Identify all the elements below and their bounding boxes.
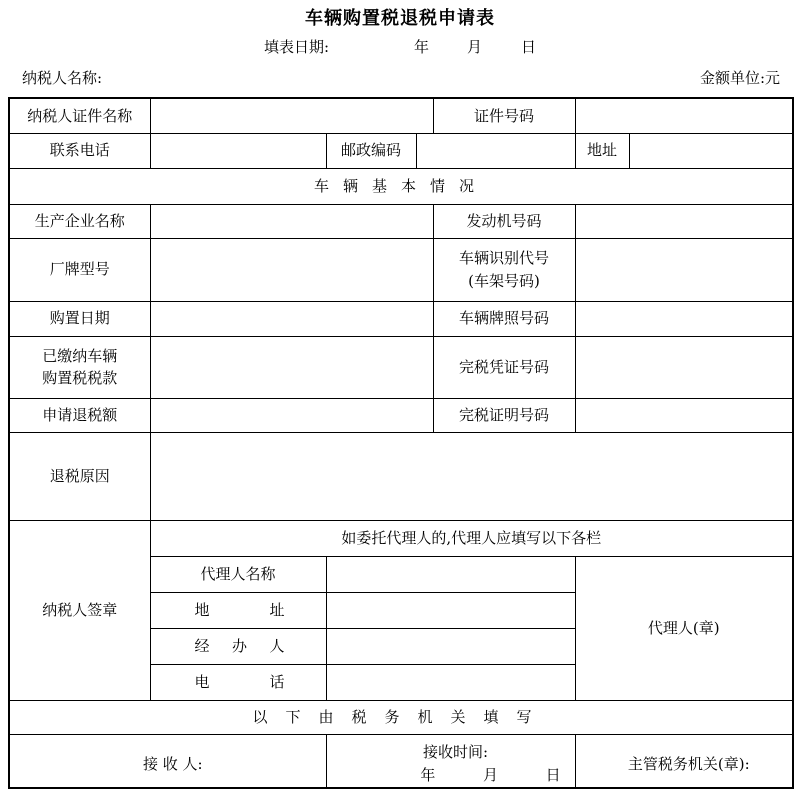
purchase-date-label: 购置日期 bbox=[9, 301, 150, 336]
receive-day: 日 bbox=[545, 765, 561, 784]
agent-phone-field[interactable] bbox=[326, 664, 575, 700]
fill-date-label: 填表日期: bbox=[264, 38, 330, 56]
paid-tax-label-line2: 购置税税款 bbox=[42, 369, 118, 387]
form-title: 车辆购置税退税申请表 bbox=[305, 8, 495, 29]
tax-cert-no-field[interactable] bbox=[575, 336, 793, 398]
cert-name-label: 纳税人证件名称 bbox=[9, 98, 150, 133]
manufacturer-label: 生产企业名称 bbox=[9, 204, 150, 238]
receive-time-cell[interactable] bbox=[326, 734, 575, 788]
address-label: 地址 bbox=[575, 133, 629, 168]
paid-tax-field[interactable] bbox=[150, 336, 433, 398]
refund-reason-label: 退税原因 bbox=[9, 432, 150, 520]
paid-tax-label-line1: 已缴纳车辆 bbox=[42, 346, 118, 365]
agent-address-label bbox=[150, 592, 326, 628]
form-table bbox=[8, 97, 794, 789]
agent-seal-label: 代理人(章) bbox=[575, 556, 793, 700]
purchase-date-field[interactable] bbox=[150, 301, 433, 336]
agent-name-field[interactable] bbox=[326, 556, 575, 592]
tax-authority-cell[interactable] bbox=[575, 734, 793, 788]
tax-authority-label: 主管税务机关(章): bbox=[627, 754, 750, 773]
manufacturer-field[interactable] bbox=[150, 204, 433, 238]
agent-note: 如委托代理人的,代理人应填写以下各栏 bbox=[150, 520, 793, 556]
plate-no-field[interactable] bbox=[575, 301, 793, 336]
model-label: 厂牌型号 bbox=[9, 238, 150, 301]
tax-proof-no-field[interactable] bbox=[575, 398, 793, 432]
cert-no-field[interactable] bbox=[575, 98, 793, 133]
receive-time-date bbox=[337, 764, 575, 787]
refund-amount-field[interactable] bbox=[150, 398, 433, 432]
engine-no-label: 发动机号码 bbox=[433, 204, 575, 238]
handler-char3: 人 bbox=[269, 636, 285, 655]
cert-no-label: 证件号码 bbox=[433, 98, 575, 133]
agent-address-char2: 址 bbox=[269, 600, 285, 619]
handler-char1: 经 bbox=[194, 636, 210, 655]
agent-name-label: 代理人名称 bbox=[150, 556, 326, 592]
paid-tax-label bbox=[9, 336, 150, 398]
agent-phone-label bbox=[150, 664, 326, 700]
fill-date-year: 年 bbox=[414, 38, 430, 56]
vin-field[interactable] bbox=[575, 238, 793, 301]
amount-unit-label: 金额单位:元 bbox=[699, 69, 780, 87]
taxpayer-name-label: 纳税人名称: bbox=[22, 69, 103, 87]
receive-time-label: 接收时间: bbox=[422, 743, 489, 762]
vin-label-line1: 车辆识别代号 bbox=[459, 249, 550, 267]
handler-label bbox=[150, 628, 326, 664]
agent-address-char1: 地 bbox=[194, 600, 210, 619]
postcode-label: 邮政编码 bbox=[326, 133, 416, 168]
cert-name-field[interactable] bbox=[150, 98, 433, 133]
vehicle-info-section: 车辆基本情况 bbox=[9, 168, 793, 204]
receive-year: 年 bbox=[420, 765, 436, 784]
phone-label: 联系电话 bbox=[9, 133, 150, 168]
plate-no-label: 车辆牌照号码 bbox=[433, 301, 575, 336]
taxpayer-seal-label: 纳税人签章 bbox=[9, 520, 150, 700]
agent-address-field[interactable] bbox=[326, 592, 575, 628]
agent-phone-char1: 电 bbox=[194, 672, 210, 691]
receiver-cell[interactable] bbox=[9, 734, 326, 788]
postcode-field[interactable] bbox=[416, 133, 575, 168]
fill-date-line bbox=[0, 36, 800, 58]
tax-office-section: 以下由税务机关填写 bbox=[9, 700, 793, 734]
address-field[interactable] bbox=[629, 133, 793, 168]
vin-label-line2: (车架号码) bbox=[468, 271, 540, 290]
refund-reason-field[interactable] bbox=[150, 432, 793, 520]
tax-cert-no-label: 完税凭证号码 bbox=[433, 336, 575, 398]
receive-month: 月 bbox=[483, 765, 499, 784]
phone-field[interactable] bbox=[150, 133, 326, 168]
tax-proof-no-label: 完税证明号码 bbox=[433, 398, 575, 432]
fill-date-month: 月 bbox=[467, 38, 483, 56]
refund-amount-label: 申请退税额 bbox=[9, 398, 150, 432]
fill-date-day: 日 bbox=[521, 38, 537, 56]
receiver-label: 接 收 人: bbox=[142, 754, 203, 773]
engine-no-field[interactable] bbox=[575, 204, 793, 238]
handler-char2: 办 bbox=[231, 636, 247, 655]
handler-field[interactable] bbox=[326, 628, 575, 664]
vin-label bbox=[433, 238, 575, 301]
model-field[interactable] bbox=[150, 238, 433, 301]
agent-phone-char2: 话 bbox=[269, 672, 285, 691]
